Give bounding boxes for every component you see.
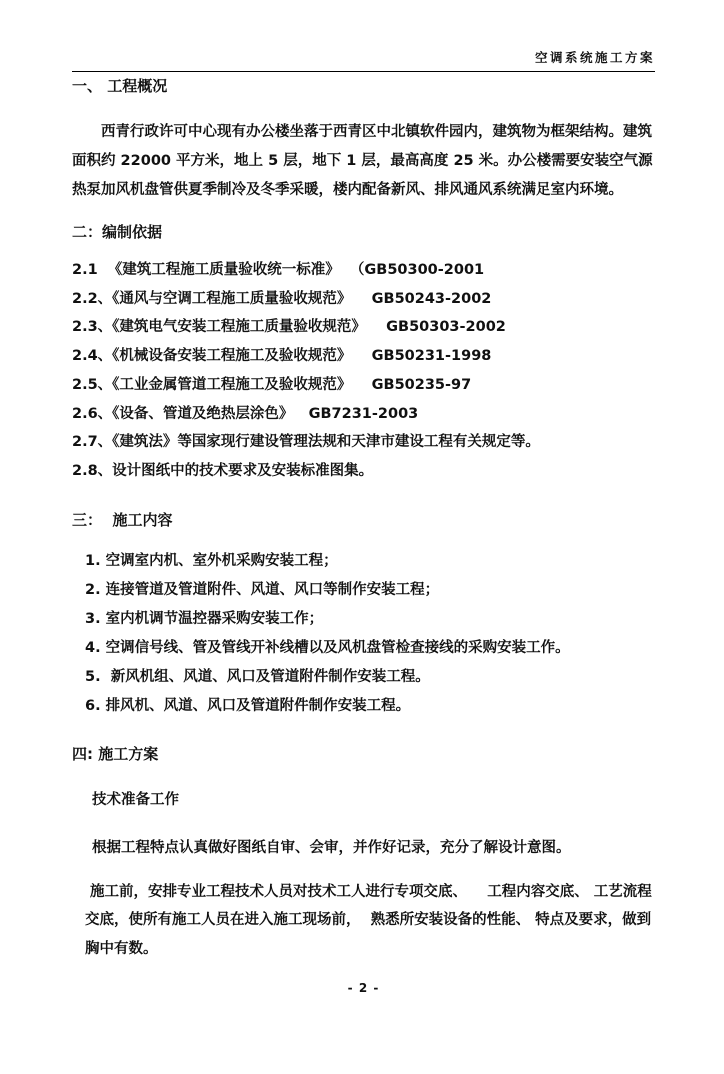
list-item: 4. 空调信号线、管及管线开补线槽以及风机盘管检查接线的采购安装工作。 — [85, 639, 570, 656]
list-item: 2. 连接管道及管道附件、风道、风口等制作安装工程； — [85, 581, 440, 598]
document-page — [0, 50, 724, 1074]
basis-list — [72, 256, 655, 486]
section-basis-heading: 二：编制依据 — [72, 223, 163, 241]
list-item: 3. 室内机调节温控器采购安装工作； — [85, 610, 324, 627]
list-item: 2.2、《通风与空调工程施工质量验收规范》 GB50243-2002 — [72, 290, 492, 307]
page-header — [72, 50, 655, 72]
plan-paragraph-review: 根据工程特点认真做好图纸自审、会审，并作好记录，充分了解设计意图。 — [92, 839, 571, 856]
list-item: 6. 排风机、风道、风口及管道附件制作安装工程。 — [85, 697, 411, 714]
list-item: 1. 空调室内机、室外机采购安装工程； — [85, 552, 338, 569]
plan-subheading: 技术准备工作 — [92, 791, 179, 808]
list-item: 2.3、《建筑电气安装工程施工质量验收规范》 GB50303-2002 — [72, 319, 506, 336]
list-item: 2.1 《建筑工程施工质量验收统一标准》 （GB50300-2001 — [72, 262, 485, 278]
page-footer — [72, 981, 655, 995]
overview-paragraph: 西青行政许可中心现有办公楼坐落于西青区中北镇软件园内，建筑物为框架结构。建筑面积约 22000 平方米，地上 5 层，地下 1 层，最高高度 25 米。办公楼需要安装空气源热泵加风机盘管供夏季制冷及冬季采暖，楼内配备新风、排风通风系统满足室内环境。 — [72, 124, 653, 198]
list-item: 2.6、《设备、管道及绝热层涂色》 GB7231-2003 — [72, 405, 419, 422]
section-plan-heading: 四: 施工方案 — [72, 744, 159, 763]
list-item: 2.7、《建筑法》等国家现行建设管理法规和天津市建设工程有关规定等。 — [72, 434, 540, 451]
list-item: 2.5、《工业金属管道工程施工及验收规范》 GB50235-97 — [72, 376, 472, 393]
section-content-heading: 三： 施工内容 — [72, 510, 173, 529]
page-number: - 2 - — [347, 981, 380, 996]
list-item: 2.4、《机械设备安装工程施工及验收规范》 GB50231-1998 — [72, 348, 492, 365]
plan-paragraph-disclosure: 施工前，安排专业工程技术人员对技术工人进行专项交底、 工程内容交底、 工艺流程交底，使所有施工人员在进入施工现场前， 熟悉所安装设备的性能、 特点及要求，做到胸中有数。 — [85, 883, 652, 957]
section-overview-heading: 一、 工程概况 — [72, 77, 168, 95]
header-title: 空调系统施工方案 — [534, 50, 655, 65]
list-item: 5. 新风机组、风道、风口及管道附件制作安装工程。 — [85, 668, 430, 685]
list-item: 2.8、设计图纸中的技术要求及安装标准图集。 — [72, 462, 374, 479]
content-list — [85, 547, 655, 721]
